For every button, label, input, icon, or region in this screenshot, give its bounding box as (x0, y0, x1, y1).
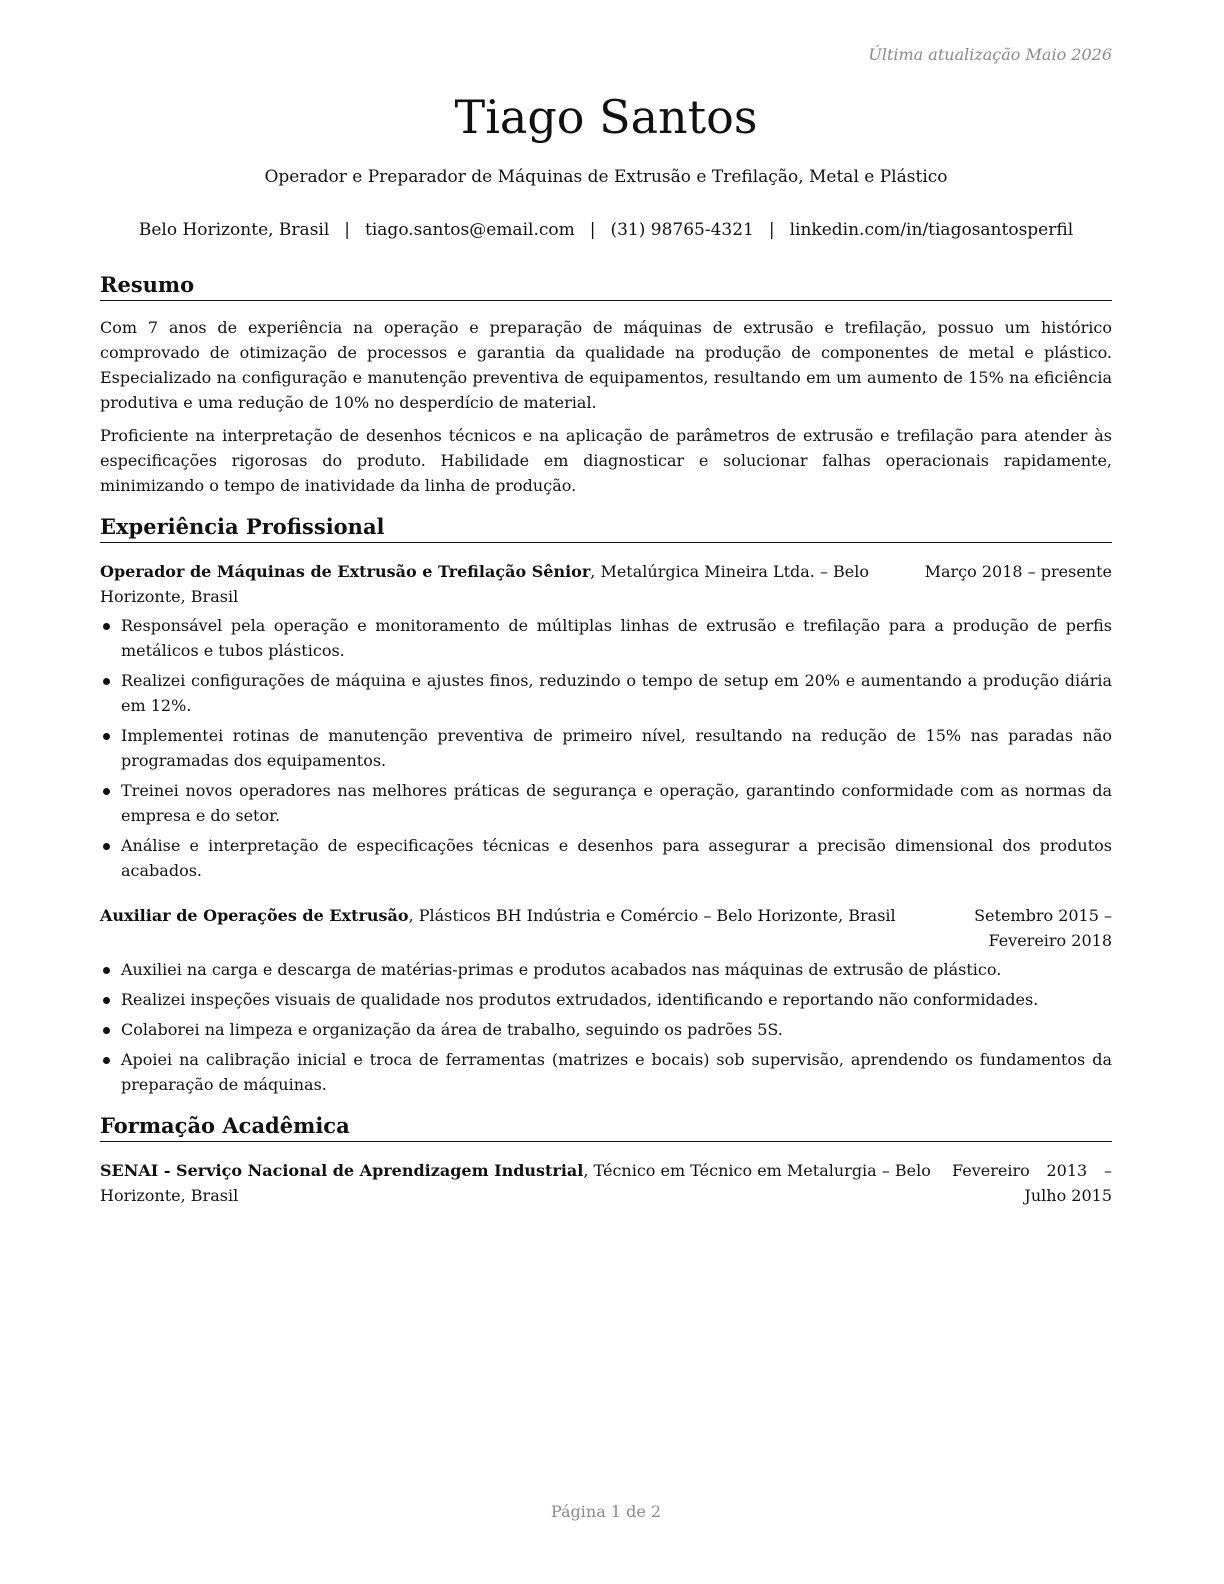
list-item (100, 668, 1112, 718)
education-program-location: , Técnico em Técnico em Metalurgia – Belo Horizonte, Brasil (100, 1161, 931, 1205)
job-entry (100, 559, 1112, 883)
resume-content (100, 270, 1112, 1208)
list-item-text: Realizei configurações de máquina e ajustes finos, reduzindo o tempo de setup em 20% e aumentando a produção diária em 12%. (121, 671, 1112, 715)
contact-linkedin[interactable]: linkedin.com/in/tiagosantosperfil (789, 220, 1074, 240)
list-item-text: Realizei inspeções visuais de qualidade nos produtos extrudados, identificando e reportando não conformidades. (121, 990, 1039, 1009)
education-institution: SENAI - Serviço Nacional de Aprendizagem Industrial (100, 1161, 584, 1180)
section-heading-education: Formação Acadêmica (100, 1111, 1112, 1142)
job-bullet-list (100, 613, 1112, 883)
professional-title: Operador e Preparador de Máquinas de Extrusão e Trefilação, Metal e Plástico (264, 167, 948, 187)
job-role-company (100, 903, 922, 953)
summary-section (100, 270, 1112, 498)
list-item-text: Colaborei na limpeza e organização da área de trabalho, seguindo os padrões 5S. (121, 1020, 783, 1039)
experience-section (100, 512, 1112, 1097)
contact-separator: | (344, 220, 351, 240)
section-heading-summary: Resumo (100, 270, 1112, 301)
job-company-location: , Plásticos BH Indústria e Comércio – Belo Horizonte, Brasil (408, 906, 896, 925)
education-header (100, 1158, 1112, 1208)
contact-location: Belo Horizonte, Brasil (138, 220, 330, 240)
candidate-name: Tiago Santos (454, 90, 758, 144)
last-updated-note: Última atualização Maio 2026 (868, 45, 1112, 64)
job-company-location: , Metalúrgica Mineira Ltda. – Belo Horizonte, Brasil (100, 562, 870, 606)
contact-phone: (31) 98765-4321 (610, 220, 754, 240)
list-item-text: Análise e interpretação de especificações técnicas e desenhos para assegurar a precisão dimensional dos produtos acabados. (121, 836, 1112, 880)
contact-separator: | (768, 220, 775, 240)
page-indicator: Página 1 de 2 (550, 1502, 662, 1521)
bullet-dot-icon (103, 1027, 110, 1034)
job-entry (100, 903, 1112, 1097)
summary-paragraph: Com 7 anos de experiência na operação e preparação de máquinas de extrusão e trefilação, possuo um histórico comprovado de otimização de processos e garantia da qualidade na produção de componentes de metal e plástico. Especializado na configuração e manutenção preventiva de equipamentos, resultando em um aumento de 15% na eficiência produtiva e uma redução de 10% no desperdício de material. (100, 318, 1112, 412)
job-dates: Março 2018 – presente (924, 562, 1112, 581)
list-item (100, 778, 1112, 828)
bullet-dot-icon (103, 623, 110, 630)
section-heading-experience: Experiência Profissional (100, 512, 1112, 543)
list-item-text: Responsável pela operação e monitoramento de múltiplas linhas de extrusão e trefilação para a produção de perfis metálicos e tubos plásticos. (121, 616, 1112, 660)
bullet-dot-icon (103, 678, 110, 685)
job-header (100, 559, 1112, 609)
job-header (100, 903, 1112, 953)
list-item (100, 613, 1112, 663)
job-role-company (100, 559, 925, 609)
list-item (100, 723, 1112, 773)
education-entry (100, 1158, 1112, 1208)
bullet-dot-icon (103, 967, 110, 974)
job-bullet-list (100, 957, 1112, 1097)
bullet-dot-icon (103, 997, 110, 1004)
list-item (100, 987, 1112, 1012)
job-role: Operador de Máquinas de Extrusão e Trefilação Sênior (100, 562, 591, 581)
bullet-dot-icon (103, 1057, 110, 1064)
list-item (100, 833, 1112, 883)
job-role: Auxiliar de Operações de Extrusão (100, 906, 409, 925)
list-item-text: Implementei rotinas de manutenção preventiva de primeiro nível, resultando na redução de 15% nas paradas não programadas dos equipamentos. (121, 726, 1112, 770)
list-item-text: Treinei novos operadores nas melhores práticas de segurança e operação, garantindo conformidade com as normas da empresa e do setor. (121, 781, 1112, 825)
education-section (100, 1111, 1112, 1208)
contact-email[interactable]: tiago.santos@email.com (365, 220, 575, 240)
summary-paragraph: Proficiente na interpretação de desenhos técnicos e na aplicação de parâmetros de extrusão e trefilação para atender às especificações rigorosas do produto. Habilidade em diagnosticar e solucionar falhas operacionais rapidamente, minimizando o tempo de inatividade da linha de produção. (100, 426, 1112, 495)
bullet-dot-icon (103, 843, 110, 850)
list-item (100, 1047, 1112, 1097)
education-dates: Fevereiro 2013 – Julho 2015 (952, 1161, 1112, 1205)
list-item (100, 1017, 1112, 1042)
job-dates: Setembro 2015 – Fevereiro 2018 (974, 906, 1112, 950)
bullet-dot-icon (103, 788, 110, 795)
list-item (100, 957, 1112, 982)
list-item-text: Auxiliei na carga e descarga de matérias-primas e produtos acabados nas máquinas de extrusão de plástico. (121, 960, 1002, 979)
education-institution-program (100, 1158, 952, 1208)
bullet-dot-icon (103, 733, 110, 740)
contact-line (100, 220, 1112, 240)
resume-page (100, 0, 1112, 1584)
contact-separator: | (589, 220, 596, 240)
list-item-text: Apoiei na calibração inicial e troca de ferramentas (matrizes e bocais) sob supervisão, aprendendo os fundamentos da preparação de máquinas. (121, 1050, 1112, 1094)
